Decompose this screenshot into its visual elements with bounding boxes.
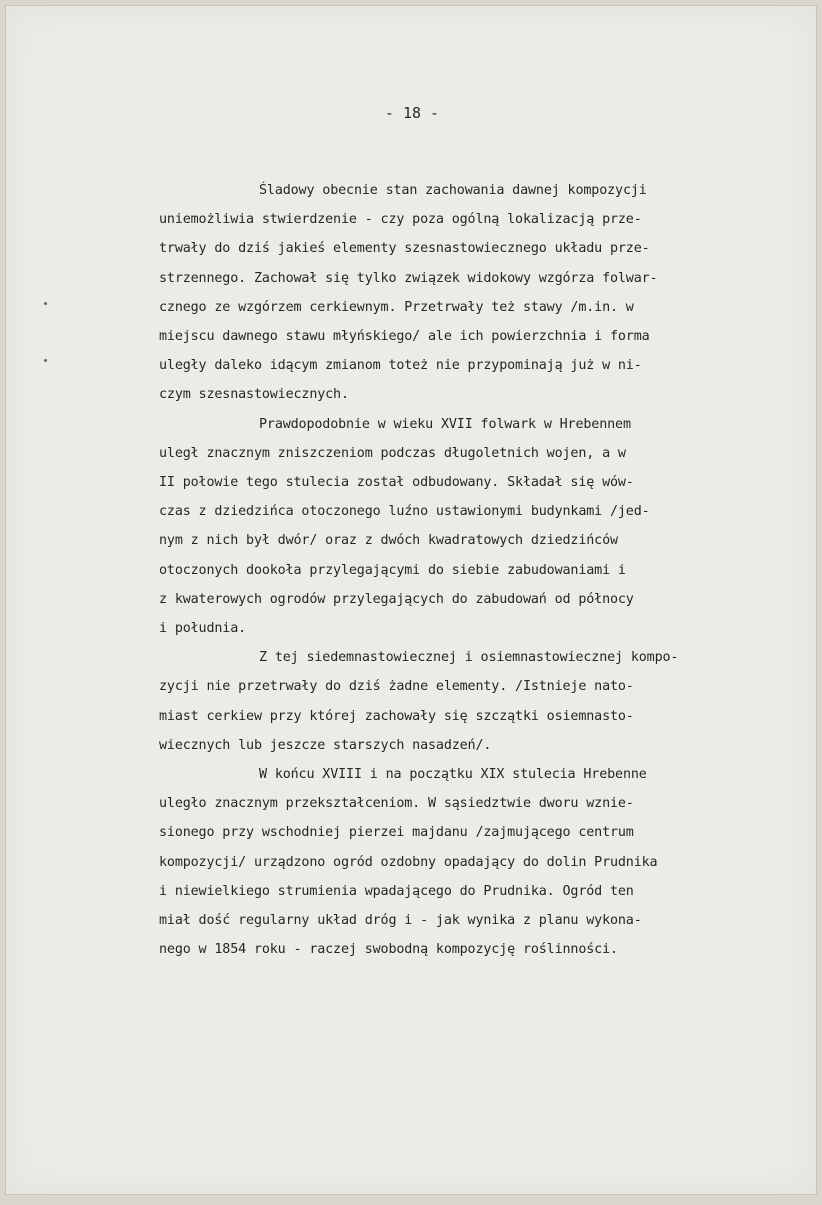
text-line: kompozycji/ urządzono ogród ozdobny opadający do dolin Prudnika: [159, 854, 658, 870]
text-line: miał dość regularny układ dróg i - jak wynika z planu wykona-: [159, 913, 642, 929]
text-line: miejscu dawnego stawu młyńskiego/ ale ich powierzchnia i forma: [159, 329, 650, 345]
paragraph-4: [159, 760, 809, 964]
text-line: otoczonych dookoła przylegającymi do siebie zabudowaniami i: [159, 562, 626, 578]
margin-mark: [44, 359, 47, 362]
text-line: II połowie tego stulecia został odbudowany. Składał się wów-: [159, 475, 634, 491]
text-line: i południa.: [159, 621, 247, 637]
paragraph-2: [159, 410, 809, 644]
text-line: miast cerkiew przy której zachowały się szczątki osiemnasto-: [159, 708, 634, 724]
text-line: W końcu XVIII i na początku XIX stulecia Hrebenne: [259, 767, 647, 783]
text-line: cznego ze wzgórzem cerkiewnym. Przetrwały też stawy /m.in. w: [159, 299, 634, 315]
text-line: i niewielkiego strumienia wpadającego do Prudnika. Ogród ten: [159, 883, 634, 899]
text-line: zycji nie przetrwały do dziś żadne elementy. /Istnieje nato-: [159, 679, 634, 695]
body-text: [159, 176, 809, 964]
document-page: [5, 5, 817, 1195]
text-line: wiecznych lub jeszcze starszych nasadzeń/.: [159, 737, 492, 753]
text-line: czym szesnastowiecznych.: [159, 387, 349, 403]
text-line: Śladowy obecnie stan zachowania dawnej kompozycji: [259, 183, 647, 198]
text-line: uległo znacznym przekształceniom. W sąsiedztwie dworu wznie-: [159, 796, 634, 812]
text-line: sionego przy wschodniej pierzei majdanu /zajmującego centrum: [159, 825, 634, 841]
text-line: uległ znacznym zniszczeniom podczas długoletnich wojen, a w: [159, 445, 626, 461]
text-line: uległy daleko idącym zmianom toteż nie przypominają już w ni-: [159, 358, 642, 374]
text-line: Prawdopodobnie w wieku XVII folwark w Hrebennem: [259, 416, 631, 432]
paragraph-3: [159, 643, 809, 760]
text-line: nego w 1854 roku - raczej swobodną kompozycję roślinności.: [159, 942, 618, 958]
text-line: z kwaterowych ogrodów przylegających do zabudowań od północy: [159, 591, 634, 607]
text-line: trwały do dziś jakieś elementy szesnastowiecznego układu prze-: [159, 241, 650, 257]
page-number: - 18 -: [384, 104, 440, 122]
text-line: strzennego. Zachował się tylko związek widokowy wzgórza folwar-: [159, 270, 658, 286]
text-line: uniemożliwia stwierdzenie - czy poza ogólną lokalizacją prze-: [159, 212, 642, 228]
text-line: Z tej siedemnastowiecznej i osiemnastowiecznej kompo-: [259, 650, 679, 666]
margin-mark: [44, 302, 47, 305]
paragraph-1: [159, 176, 809, 410]
text-line: czas z dziedzińca otoczonego luźno ustawionymi budynkami /jed-: [159, 504, 650, 520]
text-line: nym z nich był dwór/ oraz z dwóch kwadratowych dziedzińców: [159, 533, 618, 549]
